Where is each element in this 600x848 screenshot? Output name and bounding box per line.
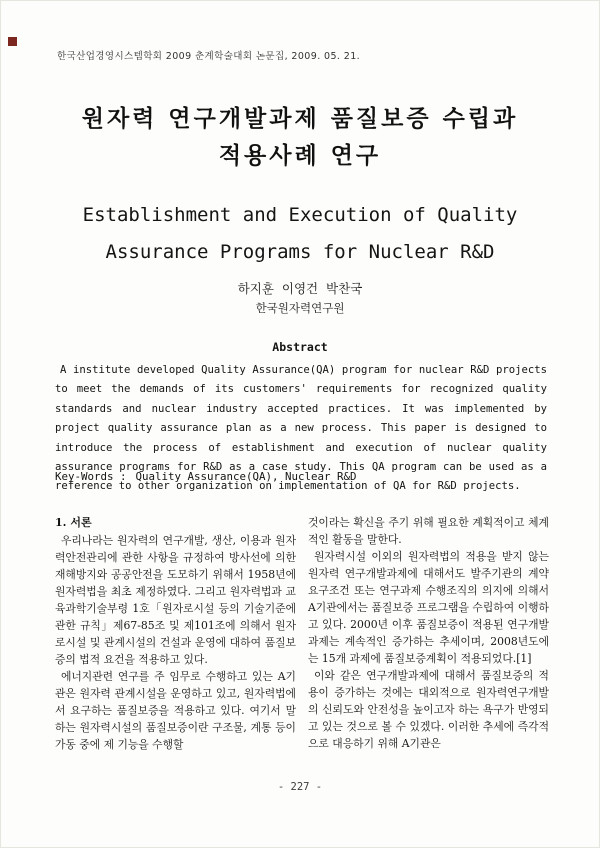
proceedings-header: 한국산업경영시스템학회 2009 춘계학술대회 논문집, 2009. 05. 21.: [57, 51, 361, 62]
right-column: [308, 514, 549, 753]
title-korean-line2: 적용사례 연구: [218, 142, 382, 169]
paper-title-english: [0, 197, 600, 271]
right-column-paragraph-2: 원자력시설 이외의 원자력법의 적용을 받지 않는 원자력 연구개발과제에 대해서도 발주기관의 계약 요구조건 또는 연구과제 수행조직의 의지에 의해서 A기관에서는 품질보증 프로그램을 수립하여 이행하고 있다. 2000년 이후 품질보증이 적용된 연구개발과제는 계속적인 증가하는 추세이며, 2008년도에는 15개 과제에 품질보증계획이 적용되었다.[1]: [308, 550, 549, 665]
title-english-line1: Establishment and Execution of Quality: [82, 204, 518, 226]
scan-artifact-mark: [8, 37, 17, 46]
body-columns: [55, 514, 549, 753]
title-english-line2: Assurance Programs for Nuclear R&D: [105, 241, 495, 263]
left-column: [55, 514, 296, 753]
author-affiliation: 한국원자력연구원: [255, 301, 345, 315]
author-names: 하지훈 이영건 박찬국: [237, 281, 363, 296]
left-column-paragraph-2: 에너지관련 연구를 주 임무로 수행하고 있는 A기관은 원자력 관계시설을 운영하고 있고, 원자력법에서 요구하는 품질보증을 적용하고 있다. 여기서 말하는 원자력시설의 품질보증이란 구조물, 계통 등이 가동 중에 제 기능을 수행할: [55, 670, 296, 751]
paper-title-korean: [0, 100, 600, 174]
section-heading-introduction: 1. 서론: [55, 516, 92, 529]
keywords-line: [55, 470, 547, 483]
keywords-label: Key-Words :: [55, 470, 127, 483]
page-number: - 227 -: [277, 781, 323, 793]
abstract-heading: Abstract: [272, 340, 328, 354]
right-column-paragraph-1: 것이라는 확신을 주기 위해 필요한 계획적이고 체계적인 활동을 말한다.: [308, 516, 549, 546]
right-column-paragraph-3: 이와 같은 연구개발과제에 대해서 품질보증의 적용이 증가하는 것에는 대외적으로 원자력연구개발의 신뢰도와 안전성을 높이고자 하는 욕구가 반영되고 있는 것으로 볼 수 있겠다. 이러한 추세에 즉각적으로 대응하기 위해 A기관은: [308, 669, 549, 750]
left-column-paragraph-1: 우리나라는 원자력의 연구개발, 생산, 이용과 원자력안전관리에 관한 사항을 규정하여 방사선에 의한 재해방지와 공공안전을 도모하기 위해서 1958년에 원자력법을 최초 제정하였다. 그리고 원자력법과 교육과학기술부령 1호「원자로시설 등의 기술기준에 관한 규칙」제67-85조 및 제101조에 의해서 원자로시설 및 관계시설의 건설과 운영에 대하여 품질보증의 법적 요건을 적용하고 있다.: [55, 534, 296, 666]
abstract-text: A institute developed Quality Assurance(QA) program for nuclear R&D projects to meet the demands of its customers' requirements for recognized quality standards and nuclear industry accepted practices. It was implemented by project quality assurance plan as a new process. This paper is designed to introduce the process of establishment and execution of nuclear quality assurance programs for R&D as a case study. This QA program can be used as a reference to other organization on implementation of QA for R&D projects.: [55, 364, 547, 493]
title-korean-line1: 원자력 연구개발과제 품질보증 수립과: [81, 105, 519, 132]
keywords-value: Quality Assurance(QA), Nuclear R&D: [135, 470, 357, 483]
